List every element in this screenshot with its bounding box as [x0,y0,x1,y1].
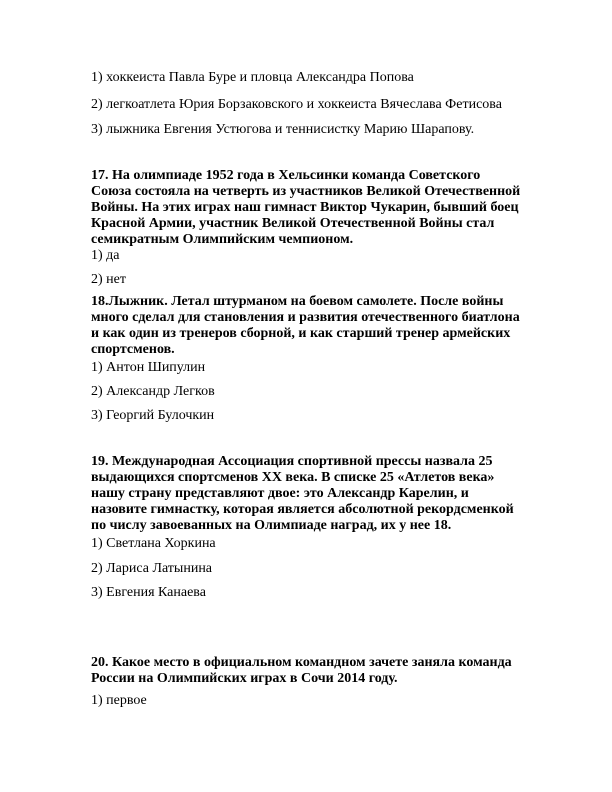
answer-option: 2) легкоатлета Юрия Борзаковского и хоккеиста Вячеслава Фетисова [91,97,502,112]
question-line: 17. На олимпиаде 1952 года в Хельсинки команда Советского [91,168,481,183]
question-18 [91,294,520,358]
question-line: Союза состояла на четверть из участников Великой Отечественной [91,184,521,199]
question-line: Войны. На этих играх наш гимнаст Виктор Чукарин, бывший боец [91,200,519,215]
question-17 [91,168,520,248]
answer-option: 2) Александр Легков [91,384,215,399]
answer-option: 3) Георгий Булочкин [91,408,215,423]
question-20 [91,655,512,687]
answer-option: 1) да [91,248,120,263]
question-line: по числу завоеванных на Олимпиаде наград, их у нее 18. [91,518,452,533]
question-line: выдающихся спортсменов XX века. В списке 25 «Атлетов века» [91,470,495,485]
question-line: много сделал для становления и развития отечественного биатлона [91,310,520,325]
question-line: 18.Лыжник. Летал штурманом на боевом самолете. После войны [91,294,504,309]
question-line: назовите гимнастку, которая является абсолютной рекордсменкой [91,502,514,517]
answer-option: 2) нет [91,272,126,287]
question-line: нашу страну представляют двое: это Александр Карелин, и [91,486,469,501]
question-line: спортсменов. [91,342,175,357]
question-line: Красной Армии, участник Великой Отечественной Войны стал [91,216,495,231]
question-line: 20. Какое место в официальном командном зачете заняла команда [91,655,512,670]
question-19 [91,454,514,534]
answer-option: 3) лыжника Евгения Устюгова и теннисистку Марию Шарапову. [91,122,475,137]
question-line: и как один из тренеров сборной, и как старший тренер армейских [91,326,511,341]
answer-option: 1) хоккеиста Павла Буре и пловца Александра Попова [91,70,414,85]
answer-option: 1) Антон Шипулин [91,360,206,375]
answer-option: 3) Евгения Канаева [91,585,206,600]
question-line: 19. Международная Ассоциация спортивной прессы назвала 25 [91,454,493,469]
answer-option: 1) Светлана Хоркина [91,536,216,551]
question-line: России на Олимпийских играх в Сочи 2014 году. [91,671,398,686]
question-line: семикратным Олимпийским чемпионом. [91,232,354,247]
answer-option: 1) первое [91,693,147,708]
answer-option: 2) Лариса Латынина [91,561,213,576]
